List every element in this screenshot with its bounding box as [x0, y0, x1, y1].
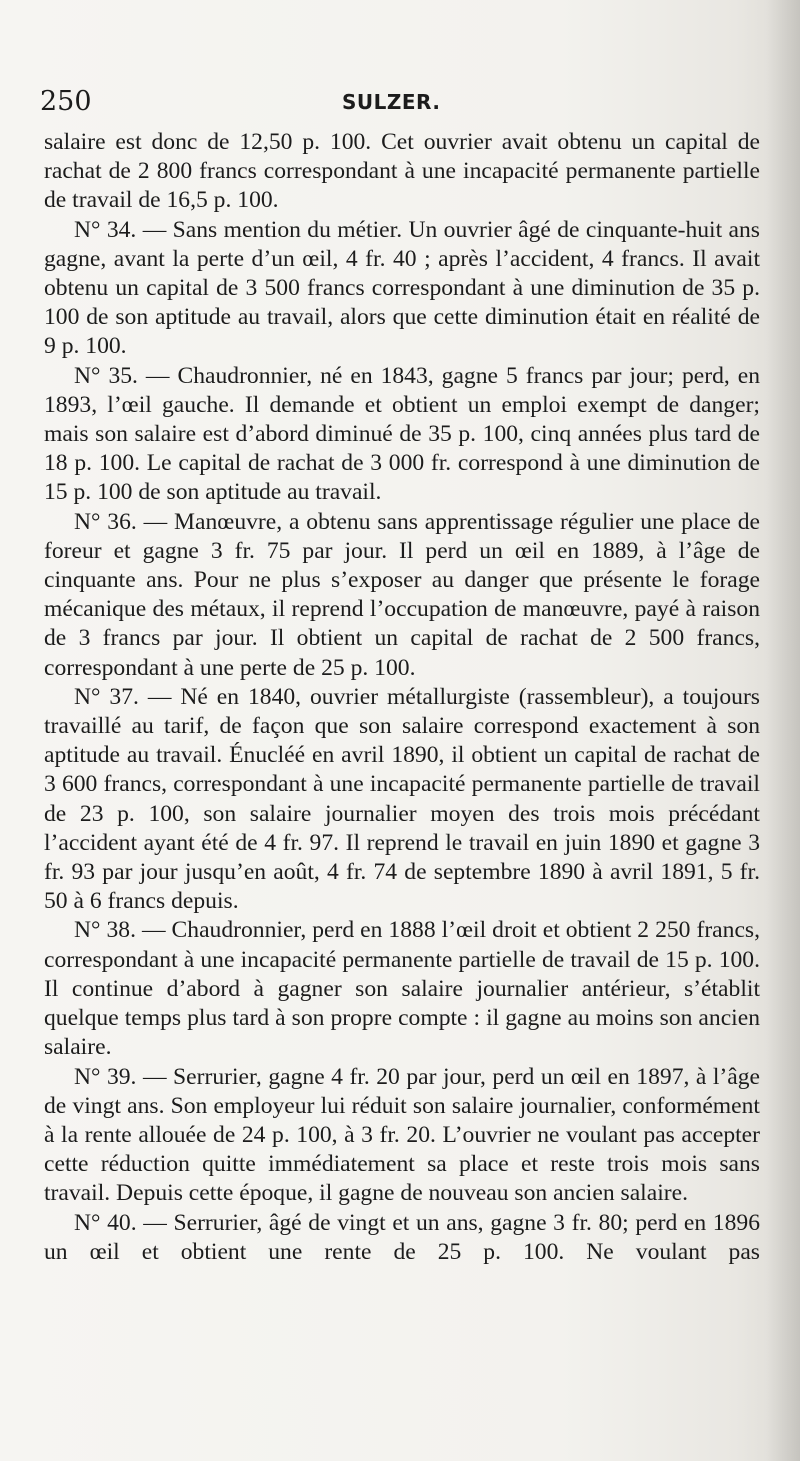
paragraph-case-37: N° 37. — Né en 1840, ouvrier métallurgiste (rassembleur), a toujours travaillé au tarif, de façon que son salaire correspond exactement à son aptitude au travail. Énucléé en avril 1890, il obtient un capital de rachat de 3 600 francs, correspondant à une incapacité permanente partielle de travail de 23 p. 100, son salaire journalier moyen des trois mois précédant l’accident ayant été de 4 fr. 97. Il reprend le travail en juin 1890 et gagne 3 fr. 93 par jour jusqu’en août, 4 fr. 74 de septembre 1890 à avril 1891, 5 fr. 50 à 6 francs depuis.: [44, 683, 760, 915]
page-header: [40, 84, 760, 120]
paragraph-case-40: N° 40. — Serrurier, âgé de vingt et un ans, gagne 3 fr. 80; perd en 1896 un œil et obtient une rente de 25 p. 100. Ne voulant pas: [44, 1209, 760, 1265]
paragraph-case-34: N° 34. — Sans mention du métier. Un ouvrier âgé de cinquante-huit ans gagne, avant la perte d’un œil, 4 fr. 40 ; après l’accident, 4 francs. Il avait obtenu un capital de 3 500 francs correspondant à une diminution de 35 p. 100 de son aptitude au travail, alors que cette diminution était en réalité de 9 p. 100.: [44, 216, 760, 360]
page-edge-shadow: [766, 0, 800, 1461]
paragraph-case-39: N° 39. — Serrurier, gagne 4 fr. 20 par jour, perd un œil en 1897, à l’âge de vingt ans. Son employeur lui réduit son salaire journalier, conformément à la rente allouée de 24 p. 100, à 3 fr. 20. L’ouvrier ne voulant pas accepter cette réduction quitte immédiatement sa place et reste trois mois sans travail. Depuis cette époque, il gagne de nouveau son ancien salaire.: [44, 1063, 760, 1207]
running-head: SULZER.: [342, 90, 441, 114]
paragraph-case-35: N° 35. — Chaudronnier, né en 1843, gagne 5 francs par jour; perd, en 1893, l’œil gauche. Il demande et obtient un emploi exempt de danger; mais son salaire est d’abord diminué de 35 p. 100, cinq années plus tard de 18 p. 100. Le capital de rachat de 3 000 fr. correspond à une diminution de 15 p. 100 de son aptitude au travail.: [44, 362, 760, 506]
paragraph-continuation: salaire est donc de 12,50 p. 100. Cet ouvrier avait obtenu un capital de rachat de 2 800 francs correspondant à une incapacité permanente partielle de travail de 16,5 p. 100.: [44, 129, 760, 214]
paragraph-case-38: N° 38. — Chaudronnier, perd en 1888 l’œil droit et obtient 2 250 francs, correspondant à une incapacité permanente partielle de travail de 15 p. 100. Il continue d’abord à gagner son salaire journalier antérieur, s’établit quelque temps plus tard à son propre compte : il gagne au moins son ancien salaire.: [44, 917, 760, 1061]
body-text: [44, 128, 760, 1267]
paragraph-case-36: N° 36. — Manœuvre, a obtenu sans apprentissage régulier une place de foreur et gagne 3 fr. 75 par jour. Il perd un œil en 1889, à l’âge de cinquante ans. Pour ne plus s’exposer au danger que présente le forage mécanique des métaux, il reprend l’occupation de manœuvre, payé à raison de 3 francs par jour. Il obtient un capital de rachat de 2 500 francs, correspondant à une perte de 25 p. 100.: [44, 508, 760, 681]
page-number: 250: [40, 86, 92, 117]
